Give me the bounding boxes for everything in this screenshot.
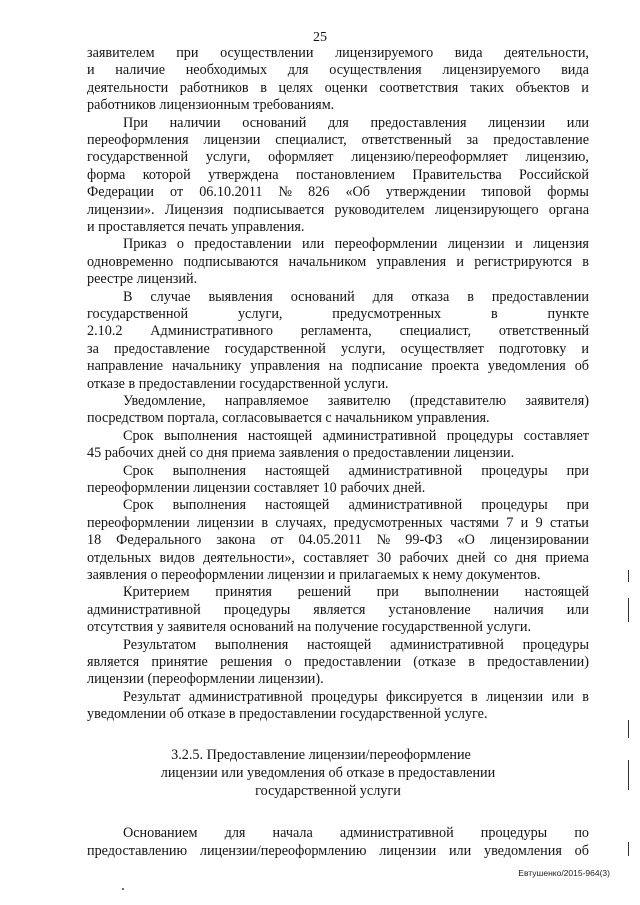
word: специалист, — [399, 323, 472, 340]
word: органа — [548, 201, 589, 218]
heading-line: государственной услуги — [255, 783, 401, 799]
word: осуществляет — [400, 340, 484, 357]
text-line — [123, 636, 589, 654]
word: начальником — [288, 253, 367, 270]
word: предоставление — [113, 340, 210, 357]
word: и — [87, 62, 95, 79]
word: и — [581, 340, 589, 357]
text-line — [87, 201, 589, 219]
text-line — [87, 549, 589, 567]
word: случаях, — [275, 514, 327, 531]
text-line — [87, 305, 589, 323]
word: принятие — [151, 654, 208, 670]
word: деятельности», — [203, 549, 295, 566]
text-line — [87, 601, 589, 619]
word: форма — [87, 166, 126, 183]
word: лицензии — [486, 688, 544, 705]
word: отдельных — [87, 549, 152, 566]
word: 18 — [87, 532, 102, 549]
word: государственной — [87, 306, 189, 322]
word: об — [574, 843, 589, 859]
word: Результатом — [123, 636, 197, 653]
word: переоформлении — [87, 514, 190, 531]
text-line: работников лицензионным требованиям. — [87, 97, 335, 114]
word: выполнении — [424, 584, 499, 601]
word: Срок — [123, 462, 154, 479]
word: осуществлении — [220, 45, 314, 61]
scan-mark — [628, 720, 629, 738]
word: 7 — [506, 514, 514, 531]
word: наличие — [115, 62, 166, 79]
word: процедуры — [522, 636, 589, 653]
word: начала — [272, 825, 313, 841]
word: лицензию/переоформляет — [351, 149, 508, 166]
word: предоставлении — [194, 236, 292, 253]
word: процедуры — [311, 688, 378, 705]
word: проекта — [431, 358, 479, 375]
word: услуги, — [205, 149, 251, 166]
word: является — [313, 601, 366, 618]
word: лицензию, — [525, 149, 589, 166]
word: в — [582, 688, 589, 705]
word: управления — [376, 253, 447, 270]
word: выполнения — [163, 427, 238, 444]
word: деятельности, — [504, 45, 589, 61]
word: и — [520, 514, 529, 531]
word: настоящей — [265, 462, 330, 479]
word: заявителем — [87, 45, 155, 61]
word: 04.05.2011 — [298, 532, 362, 549]
word: дня — [515, 549, 537, 566]
word: административной — [390, 636, 504, 653]
word: административной — [339, 825, 454, 841]
word: предоставлении) — [487, 654, 589, 670]
word: дней — [456, 549, 486, 566]
word: предоставлению — [87, 843, 188, 859]
word: статьи — [550, 514, 589, 531]
word: настоящей — [247, 427, 313, 444]
word: № — [278, 184, 293, 201]
text-line — [123, 392, 589, 410]
word: административной — [87, 601, 201, 618]
word: (отказе — [413, 654, 456, 670]
word: предоставлении — [491, 288, 589, 305]
word: при — [566, 497, 589, 514]
word: случае — [150, 288, 191, 305]
word: деятельности — [87, 79, 169, 96]
scan-mark — [628, 570, 629, 582]
word: Административного — [150, 323, 273, 340]
word: о — [284, 654, 292, 670]
text-line — [123, 583, 589, 601]
footer-document-code: Евтушенко/2015-964(3) — [518, 868, 610, 878]
word: (представителю — [409, 393, 507, 409]
text-line — [87, 44, 589, 62]
word: выявления — [208, 288, 273, 305]
word: настоящей — [306, 636, 372, 653]
text-line — [87, 166, 589, 184]
word: составляет — [303, 549, 369, 566]
word: необходимых — [185, 62, 268, 79]
word: таких — [469, 79, 505, 96]
word: регистрируются — [474, 253, 572, 270]
word: административной — [348, 462, 463, 479]
word: уведомления — [487, 358, 566, 375]
word: одновременно — [87, 253, 174, 270]
word: 06.10.2011 — [199, 184, 263, 201]
text-line — [87, 514, 589, 532]
word: административной — [322, 427, 437, 444]
word: оформляет — [268, 149, 334, 166]
word: «О — [457, 532, 475, 549]
word: лицензии — [379, 843, 437, 859]
text-line: посредством портала, согласовывается с начальником управления. — [87, 410, 490, 427]
word: формы — [547, 184, 589, 201]
word: переоформления — [87, 132, 189, 148]
word: Федерации — [87, 184, 155, 201]
word: решения — [220, 654, 273, 670]
text-line — [87, 253, 589, 271]
word: на — [328, 358, 343, 375]
word: руководителем — [334, 201, 425, 218]
text-line — [87, 653, 589, 671]
word: Результат — [123, 688, 181, 705]
word: предоставления — [370, 114, 467, 131]
word: в — [260, 79, 267, 96]
word: Срок — [123, 427, 154, 444]
word: для — [327, 114, 349, 131]
text-line: отказе в предоставлении государственной услуги. — [87, 375, 389, 392]
word: соответствия — [379, 79, 459, 96]
word: Основанием — [123, 825, 198, 841]
text-line — [123, 114, 589, 132]
word: 9 — [535, 514, 543, 531]
text-line — [123, 824, 589, 842]
text-line — [123, 496, 589, 514]
word: и — [456, 253, 464, 270]
word: выполнения — [172, 462, 246, 479]
word: Приказ — [123, 236, 167, 253]
word: Российской — [519, 166, 589, 183]
word: лицензия — [533, 236, 589, 253]
word: утверждена — [208, 166, 279, 183]
word: специалист, — [275, 132, 347, 148]
word: Срок — [123, 497, 154, 514]
scan-mark — [628, 598, 629, 622]
word: лицензии — [447, 236, 505, 253]
word: выполнения — [172, 497, 246, 514]
word: выполнения — [214, 636, 289, 653]
word: 2.10.2 — [87, 323, 123, 340]
word: объектов — [515, 79, 570, 96]
word: со — [493, 549, 508, 566]
word: для — [224, 825, 246, 841]
word: в — [490, 306, 498, 322]
word: для — [372, 288, 394, 305]
word: заявителю — [327, 393, 391, 409]
word: лицензировании — [489, 532, 589, 549]
word: Критерием — [123, 584, 190, 601]
text-line: реестре лицензий. — [87, 271, 198, 288]
word: услуги, — [340, 340, 386, 357]
text-line — [123, 288, 589, 306]
word: утверждении — [386, 184, 466, 201]
text-line: заявления о переоформлении лицензии и прилагаемых к нему документов. — [87, 567, 541, 583]
word: направляемое — [224, 393, 309, 409]
word: о — [176, 236, 185, 253]
text-line — [87, 322, 589, 340]
word: в — [467, 288, 474, 305]
word: процедуры — [481, 462, 548, 479]
word: уведомления — [483, 843, 562, 859]
word: закона — [216, 532, 256, 549]
scan-dot — [122, 888, 124, 890]
word: При — [123, 114, 148, 131]
text-line — [87, 79, 589, 97]
word: № — [376, 532, 391, 549]
word: решений — [297, 584, 351, 601]
word: 30 — [376, 549, 392, 566]
word: Уведомление, — [123, 393, 206, 409]
text-line — [123, 235, 589, 253]
word: фиксируется — [386, 688, 463, 705]
word: пункте — [547, 306, 589, 322]
word: государственной — [224, 340, 326, 357]
word: при — [376, 584, 399, 601]
word: лицензии — [203, 132, 261, 148]
word: или — [566, 114, 589, 131]
word: предоставлении — [303, 654, 402, 670]
text-line — [123, 688, 589, 706]
text-line: уведомлении об отказе в предоставлении государственной услуге. — [87, 706, 488, 723]
word: услуги, — [237, 306, 283, 322]
word: заявителя) — [525, 393, 589, 409]
word: процедуры — [480, 825, 548, 841]
word: предусмотренных — [332, 306, 442, 322]
word: и — [515, 236, 523, 253]
word: процедуры — [223, 601, 291, 618]
word: Правительства — [412, 166, 502, 183]
word: В — [123, 288, 133, 305]
word: или — [301, 236, 325, 253]
word: типовой — [481, 184, 532, 201]
word: направление — [87, 358, 164, 375]
text-line — [87, 183, 589, 201]
text-line — [87, 531, 589, 549]
word: лицензии — [488, 114, 546, 131]
text-line: отсутствия у заявителя оснований на получение государственной услуги. — [87, 619, 532, 636]
text-line — [87, 148, 589, 166]
word: которой — [142, 166, 191, 183]
word: настоящей — [265, 497, 330, 514]
word: подписываются — [183, 253, 279, 270]
text-line: переоформлении лицензии составляет 10 рабочих дней. — [87, 480, 426, 496]
text-line — [123, 427, 589, 445]
word: Лицензия — [164, 201, 224, 218]
word: регламента, — [300, 323, 372, 340]
text-line — [123, 462, 589, 480]
word: 99-ФЗ — [405, 532, 443, 549]
word: лицензирующего — [434, 201, 539, 218]
word: наличия — [493, 601, 544, 618]
word: приема — [545, 549, 589, 566]
word: переоформлении — [334, 236, 438, 253]
text-line: 45 рабочих дней со дня приема заявления о предоставлении лицензии. — [87, 445, 515, 462]
word: Федерального — [116, 532, 202, 549]
text-line — [87, 131, 589, 149]
word: вида — [454, 45, 483, 61]
word: при — [176, 45, 199, 61]
word: является — [87, 654, 140, 670]
word: в — [582, 253, 589, 270]
word: административной — [348, 497, 463, 514]
word: от — [270, 532, 284, 549]
word: лицензии — [197, 514, 254, 531]
word: по — [574, 825, 589, 841]
word: и — [581, 79, 589, 96]
text-line — [87, 842, 589, 860]
word: «Об — [345, 184, 370, 201]
word: или — [566, 601, 589, 618]
word: об — [574, 358, 589, 375]
word: вида — [561, 62, 589, 79]
word: составляет — [523, 427, 589, 444]
scan-mark — [628, 842, 629, 856]
text-line — [87, 61, 589, 79]
word: государственной — [87, 149, 189, 166]
word: при — [566, 462, 589, 479]
word: лицензируемого — [442, 62, 541, 79]
word: рабочих — [399, 549, 449, 566]
word: установление — [388, 601, 471, 618]
word: или — [448, 843, 472, 859]
heading-line: 3.2.5. Предоставление лицензии/переоформление — [171, 747, 471, 763]
word: настоящей — [524, 584, 589, 601]
word: административной — [188, 688, 303, 705]
word: постановлением — [295, 166, 395, 183]
word: от — [170, 184, 184, 201]
word: ответственный — [498, 323, 589, 340]
word: предусмотренных — [333, 514, 443, 531]
text-line — [87, 340, 589, 358]
word: лицензии». — [87, 201, 155, 218]
word: в — [468, 654, 475, 670]
word: лицензии/переоформлению — [199, 843, 367, 859]
word: оснований — [242, 114, 307, 131]
text-line — [87, 357, 589, 375]
word: осуществления — [329, 62, 422, 79]
text-line: лицензии (переоформлении лицензии). — [87, 671, 324, 688]
word: отказа — [411, 288, 450, 305]
word: частями — [450, 514, 499, 531]
word: в — [470, 688, 478, 705]
word: принятия — [215, 584, 272, 601]
word: видов — [159, 549, 195, 566]
word: подготовку — [498, 340, 567, 357]
word: в — [261, 514, 269, 531]
word: начальнику — [171, 358, 242, 375]
word: для — [287, 62, 309, 79]
word: работников — [179, 79, 249, 96]
word: или — [551, 688, 574, 705]
word: ответственный — [361, 132, 452, 148]
heading-line: лицензии или уведомления об отказе в предоставлении — [160, 765, 496, 781]
text-line: и проставляется печать управления. — [87, 219, 305, 235]
word: за — [466, 132, 479, 148]
word: оснований — [290, 288, 355, 305]
word: подписание — [351, 358, 423, 375]
word: 826 — [308, 184, 330, 201]
word: подписывается — [233, 201, 325, 218]
word: процедуры — [446, 427, 514, 444]
word: предоставление — [493, 132, 589, 148]
word: оценки — [324, 79, 368, 96]
word: управления — [250, 358, 320, 375]
scan-mark — [628, 760, 629, 790]
word: целях — [278, 79, 314, 96]
word: наличии — [169, 114, 221, 131]
word: за — [87, 340, 99, 357]
page-number: 25 — [313, 30, 327, 45]
word: процедуры — [481, 497, 548, 514]
word: лицензируемого — [335, 45, 434, 61]
